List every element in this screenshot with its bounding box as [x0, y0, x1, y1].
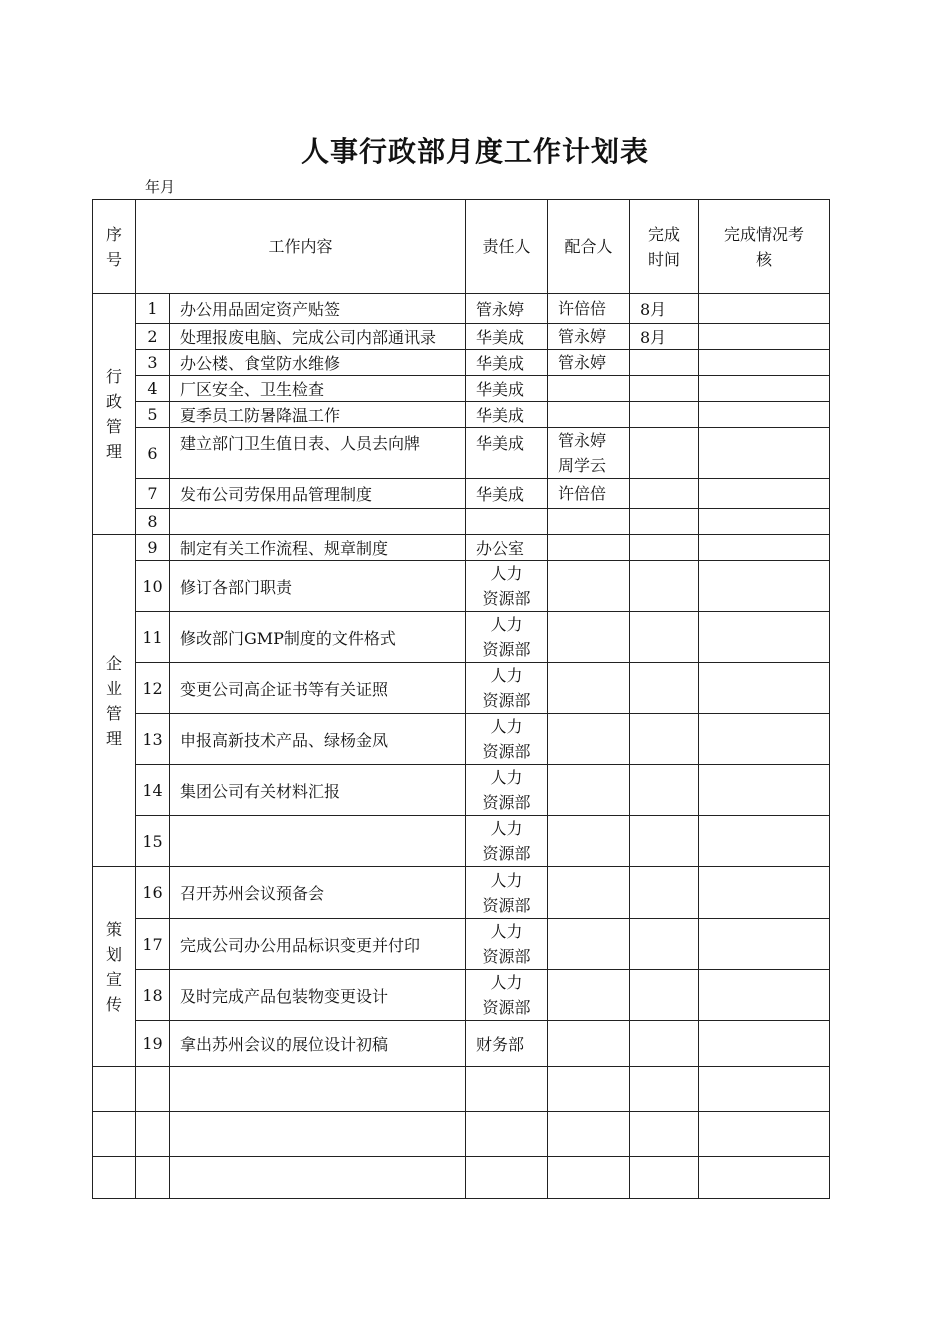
empty-cell	[93, 1157, 136, 1199]
header-owner: 责任人	[466, 200, 548, 294]
row-number: 8	[136, 509, 170, 535]
review-cell	[699, 867, 830, 919]
empty-cell	[136, 1157, 170, 1199]
work-content: 拿出苏州会议的展位设计初稿	[170, 1021, 466, 1067]
table-row	[93, 612, 830, 663]
table-row	[93, 663, 830, 714]
empty-row	[93, 1067, 830, 1112]
work-content: 制定有关工作流程、规章制度	[170, 535, 466, 561]
row-number: 6	[136, 428, 170, 479]
table-row	[93, 294, 830, 324]
table-row	[93, 428, 830, 479]
review-cell	[699, 561, 830, 612]
work-content: 处理报废电脑、完成公司内部通讯录	[170, 324, 466, 350]
table-row	[93, 867, 830, 919]
cooperator-cell	[548, 1021, 630, 1067]
row-number: 14	[136, 765, 170, 816]
header-content: 工作内容	[136, 200, 466, 294]
table-row	[93, 714, 830, 765]
completion-time	[630, 612, 699, 663]
empty-cell	[466, 1067, 548, 1112]
review-cell	[699, 509, 830, 535]
work-content: 及时完成产品包装物变更设计	[170, 970, 466, 1021]
header-row	[93, 200, 830, 294]
owner-cell: 人力 资源部	[466, 612, 548, 663]
cooperator-cell	[548, 535, 630, 561]
date-label: 年月	[145, 178, 176, 196]
row-number: 1	[136, 294, 170, 324]
completion-time	[630, 402, 699, 428]
row-number: 10	[136, 561, 170, 612]
work-content: 申报高新技术产品、绿杨金凤	[170, 714, 466, 765]
cooperator-cell: 管永婷	[548, 350, 630, 376]
completion-time	[630, 714, 699, 765]
completion-time	[630, 428, 699, 479]
cooperator-cell	[548, 509, 630, 535]
owner-cell: 华美成	[466, 479, 548, 509]
empty-cell	[466, 1112, 548, 1157]
completion-time	[630, 1021, 699, 1067]
empty-cell	[548, 1112, 630, 1157]
review-cell	[699, 535, 830, 561]
cooperator-cell	[548, 919, 630, 970]
owner-cell: 财务部	[466, 1021, 548, 1067]
empty-cell	[136, 1112, 170, 1157]
empty-cell	[466, 1157, 548, 1199]
owner-cell: 华美成	[466, 428, 548, 479]
work-content: 完成公司办公用品标识变更并付印	[170, 919, 466, 970]
work-content: 厂区安全、卫生检查	[170, 376, 466, 402]
cooperator-cell	[548, 714, 630, 765]
completion-time	[630, 663, 699, 714]
category-planning: 策 划 宣 传	[93, 867, 136, 1067]
review-cell	[699, 970, 830, 1021]
empty-cell	[699, 1157, 830, 1199]
review-cell	[699, 1021, 830, 1067]
empty-cell	[170, 1157, 466, 1199]
cooperator-cell	[548, 402, 630, 428]
empty-cell	[699, 1112, 830, 1157]
cooperator-cell	[548, 663, 630, 714]
completion-time	[630, 376, 699, 402]
cooperator-cell	[548, 765, 630, 816]
table-row	[93, 970, 830, 1021]
empty-cell	[699, 1067, 830, 1112]
completion-time	[630, 765, 699, 816]
review-cell	[699, 765, 830, 816]
cooperator-cell	[548, 612, 630, 663]
row-number: 12	[136, 663, 170, 714]
table-row	[93, 402, 830, 428]
empty-cell	[548, 1157, 630, 1199]
completion-time: 8月	[630, 324, 699, 350]
empty-cell	[170, 1112, 466, 1157]
owner-cell: 管永婷	[466, 294, 548, 324]
review-cell	[699, 663, 830, 714]
owner-cell: 人力 资源部	[466, 765, 548, 816]
header-review: 完成情况考 核	[699, 200, 830, 294]
work-plan-table	[92, 199, 830, 1199]
owner-cell: 华美成	[466, 402, 548, 428]
cooperator-cell: 管永婷	[548, 324, 630, 350]
table-row	[93, 535, 830, 561]
work-content: 召开苏州会议预备会	[170, 867, 466, 919]
row-number: 3	[136, 350, 170, 376]
row-number: 19	[136, 1021, 170, 1067]
completion-time	[630, 970, 699, 1021]
cooperator-cell	[548, 867, 630, 919]
empty-row	[93, 1157, 830, 1199]
empty-row	[93, 1112, 830, 1157]
review-cell	[699, 714, 830, 765]
table-row	[93, 479, 830, 509]
empty-cell	[548, 1067, 630, 1112]
owner-cell: 华美成	[466, 324, 548, 350]
cooperator-cell: 许倍倍	[548, 479, 630, 509]
review-cell	[699, 919, 830, 970]
review-cell	[699, 324, 830, 350]
completion-time	[630, 816, 699, 867]
row-number: 11	[136, 612, 170, 663]
completion-time	[630, 509, 699, 535]
table-row	[93, 376, 830, 402]
empty-cell	[630, 1067, 699, 1112]
completion-time	[630, 535, 699, 561]
work-content	[170, 509, 466, 535]
header-time: 完成 时间	[630, 200, 699, 294]
cooperator-cell: 许倍倍	[548, 294, 630, 324]
work-content: 夏季员工防暑降温工作	[170, 402, 466, 428]
owner-cell: 人力 资源部	[466, 561, 548, 612]
review-cell	[699, 816, 830, 867]
empty-cell	[93, 1112, 136, 1157]
review-cell	[699, 376, 830, 402]
table-row	[93, 324, 830, 350]
empty-cell	[630, 1112, 699, 1157]
row-number: 15	[136, 816, 170, 867]
completion-time: 8月	[630, 294, 699, 324]
owner-cell: 华美成	[466, 350, 548, 376]
review-cell	[699, 402, 830, 428]
completion-time	[630, 561, 699, 612]
work-content: 建立部门卫生值日表、人员去向牌	[170, 428, 466, 479]
row-number: 7	[136, 479, 170, 509]
work-content: 集团公司有关材料汇报	[170, 765, 466, 816]
owner-cell	[466, 509, 548, 535]
work-content: 办公用品固定资产贴签	[170, 294, 466, 324]
owner-cell: 人力 资源部	[466, 663, 548, 714]
cooperator-cell	[548, 376, 630, 402]
owner-cell: 华美成	[466, 376, 548, 402]
owner-cell: 人力 资源部	[466, 970, 548, 1021]
owner-cell: 人力 资源部	[466, 816, 548, 867]
review-cell	[699, 350, 830, 376]
work-content: 办公楼、食堂防水维修	[170, 350, 466, 376]
row-number: 2	[136, 324, 170, 350]
work-content: 修改部门GMP制度的文件格式	[170, 612, 466, 663]
row-number: 13	[136, 714, 170, 765]
owner-cell: 人力 资源部	[466, 714, 548, 765]
completion-time	[630, 919, 699, 970]
table-row	[93, 765, 830, 816]
row-number: 5	[136, 402, 170, 428]
header-cooperator: 配合人	[548, 200, 630, 294]
empty-cell	[93, 1067, 136, 1112]
work-content	[170, 816, 466, 867]
table-row	[93, 1021, 830, 1067]
table-row	[93, 816, 830, 867]
cooperator-cell: 管永婷 周学云	[548, 428, 630, 479]
row-number: 16	[136, 867, 170, 919]
page-title: 人事行政部月度工作计划表	[300, 135, 649, 168]
work-content: 变更公司高企证书等有关证照	[170, 663, 466, 714]
owner-cell: 人力 资源部	[466, 919, 548, 970]
row-number: 4	[136, 376, 170, 402]
category-admin: 行 政 管 理	[93, 294, 136, 535]
table-row	[93, 509, 830, 535]
table-row	[93, 919, 830, 970]
review-cell	[699, 294, 830, 324]
owner-cell: 人力 资源部	[466, 867, 548, 919]
empty-cell	[170, 1067, 466, 1112]
owner-cell: 办公室	[466, 535, 548, 561]
cooperator-cell	[548, 561, 630, 612]
category-enterprise: 企 业 管 理	[93, 535, 136, 867]
review-cell	[699, 428, 830, 479]
empty-cell	[136, 1067, 170, 1112]
completion-time	[630, 479, 699, 509]
cooperator-cell	[548, 816, 630, 867]
table-row	[93, 350, 830, 376]
row-number: 17	[136, 919, 170, 970]
review-cell	[699, 612, 830, 663]
work-content: 发布公司劳保用品管理制度	[170, 479, 466, 509]
completion-time	[630, 350, 699, 376]
row-number: 18	[136, 970, 170, 1021]
completion-time	[630, 867, 699, 919]
row-number: 9	[136, 535, 170, 561]
review-cell	[699, 479, 830, 509]
table-row	[93, 561, 830, 612]
header-seq: 序 号	[93, 200, 136, 294]
cooperator-cell	[548, 970, 630, 1021]
empty-cell	[630, 1157, 699, 1199]
work-content: 修订各部门职责	[170, 561, 466, 612]
